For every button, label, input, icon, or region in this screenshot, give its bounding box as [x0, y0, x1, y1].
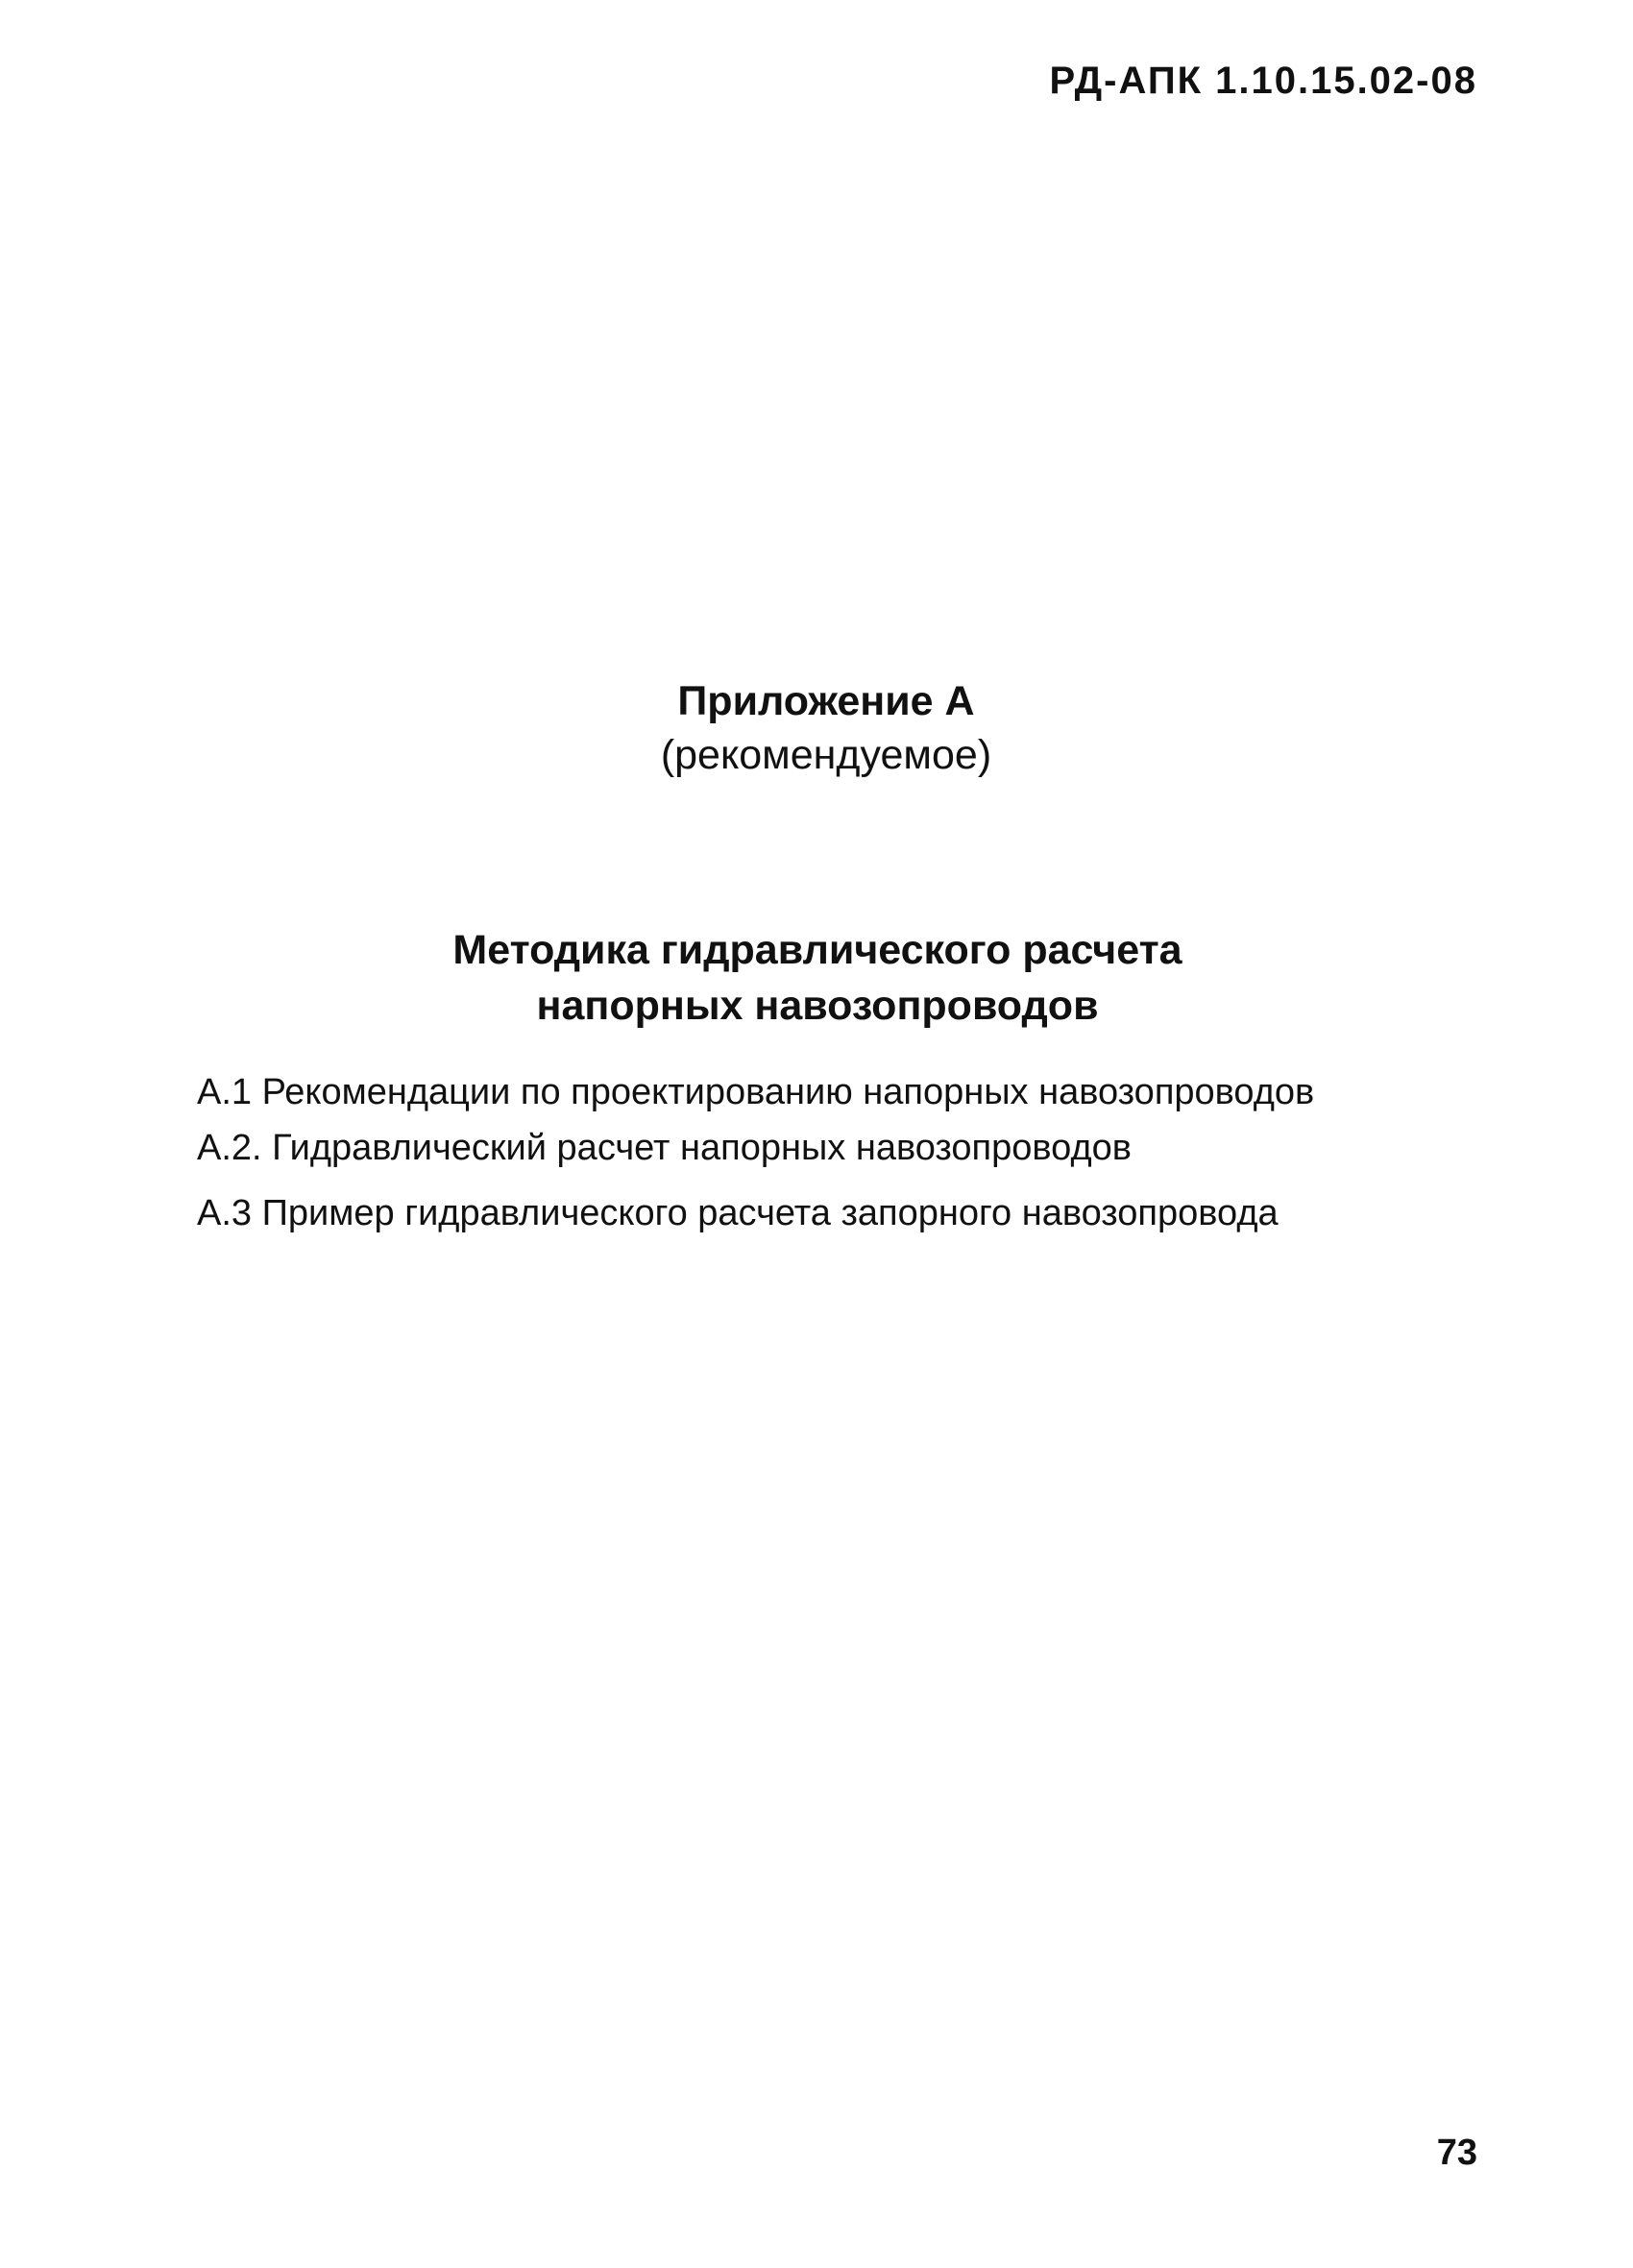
- appendix-title: Приложение А: [677, 678, 975, 724]
- page-number: 73: [1436, 2133, 1477, 2173]
- appendix-status: (рекомендуемое): [660, 732, 992, 778]
- method-heading: [0, 922, 1633, 1034]
- appendix-heading: [0, 674, 1633, 782]
- contents-item-a3: А.3 Пример гидравлического расчета запорного навозопровода: [197, 1193, 1279, 1233]
- contents-item-a2: А.2. Гидравлический расчет напорных навозопроводов: [197, 1128, 1132, 1168]
- contents-list: [197, 1064, 1314, 1241]
- method-title-line-2: напорных навозопроводов: [536, 983, 1099, 1029]
- document-code: РД-АПК 1.10.15.02-08: [1049, 60, 1477, 102]
- contents-item-a1: А.1 Рекомендации по проектированию напорных навозопроводов: [197, 1072, 1315, 1112]
- method-title-line-1: Методика гидравлического расчета: [452, 927, 1182, 973]
